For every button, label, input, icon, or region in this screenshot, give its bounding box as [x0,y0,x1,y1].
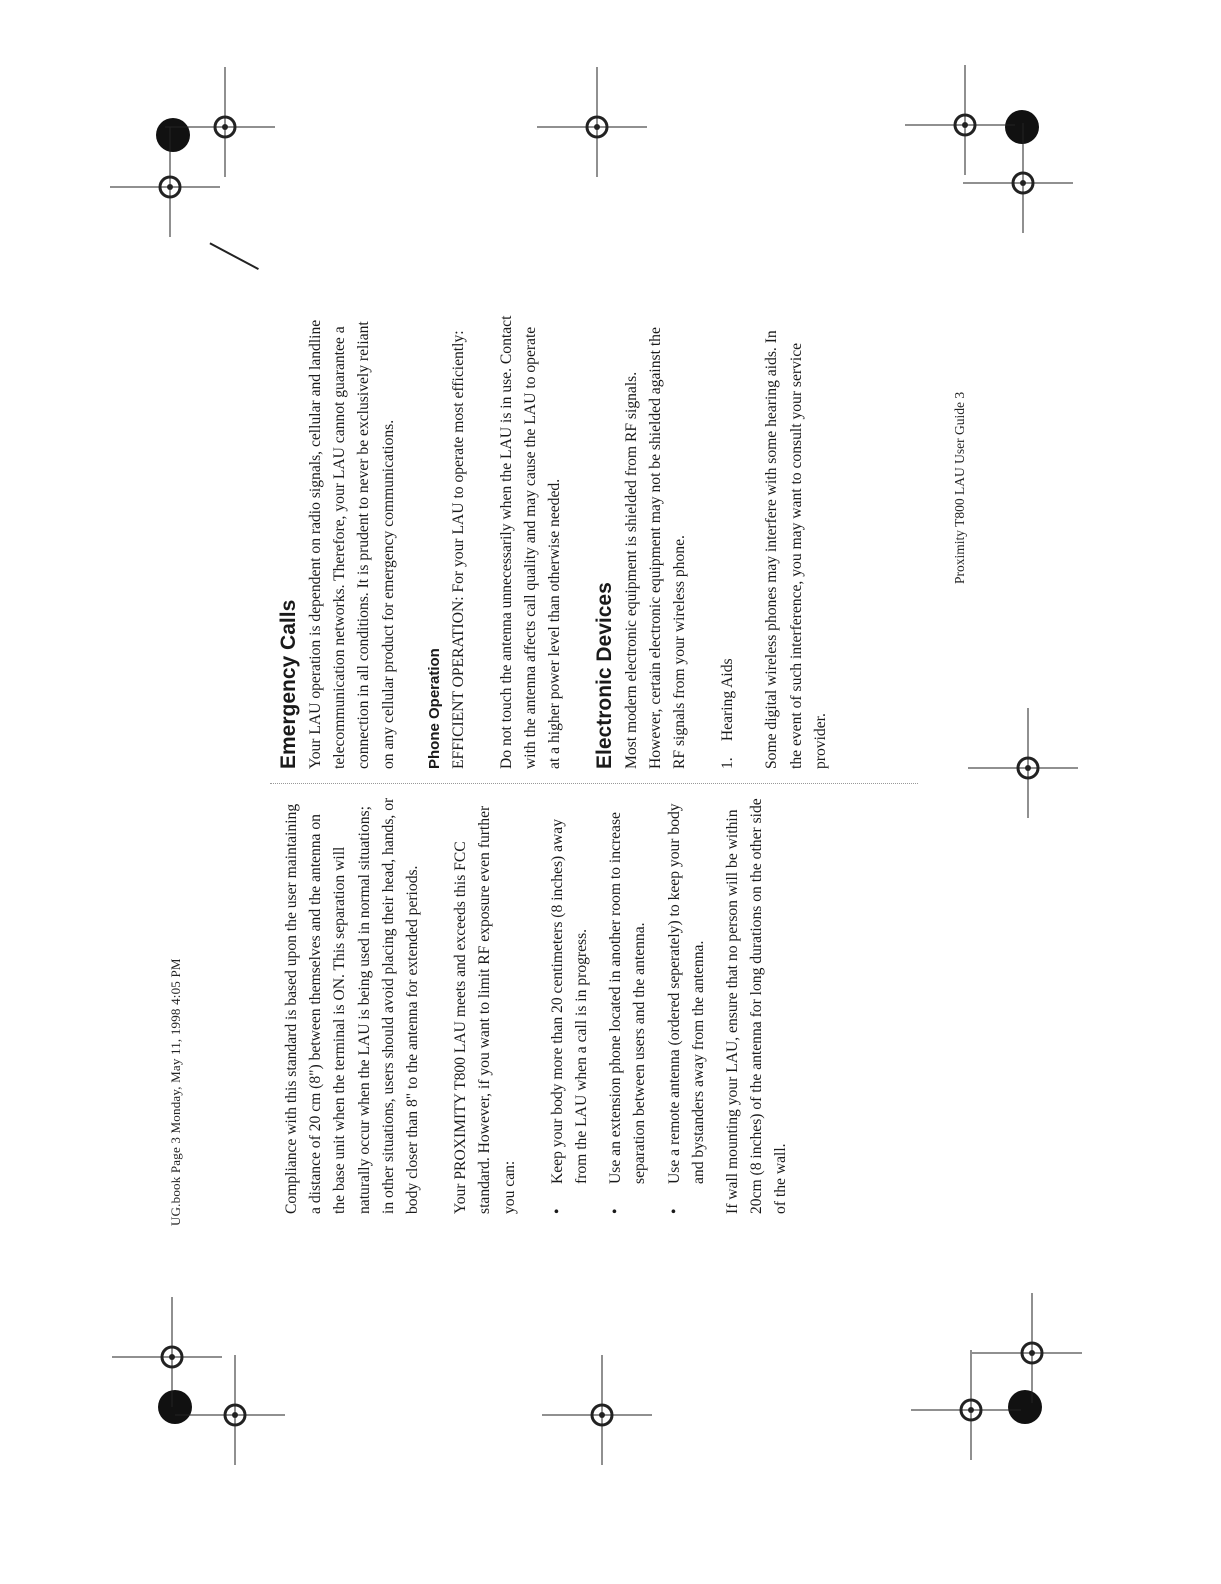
antenna-paragraph: Do not touch the antenna unnecessarily when the LAU is in use. Contact with the antenna affects call quality and may cause the LAU to operate at a higher power level than otherwise needed. [498,315,564,769]
bullet-icon: • [548,1208,566,1214]
list-item-text: Use a remote antenna (ordered seperately) to keep your body and bystanders away from the antenna. [665,803,707,1184]
running-header: UG.book Page 3 Monday, May 11, 1998 4:05 PM [168,958,183,1226]
list-item-text: Use an extension phone located in another room to increase separation between users and the antenna. [607,812,649,1184]
list-item [663,794,711,1214]
electronic-devices-heading: Electronic Devices [592,582,616,769]
list-item-text: Keep your body more than 20 centimeters (8 inches) away from the LAU when a call is in progress. [548,818,591,1184]
phone-operation-paragraph: EFFICIENT OPERATION: For your LAU to operate most efficiently: [449,330,467,769]
list-item [604,794,652,1214]
hearing-aids-item [716,314,740,769]
right-column [276,314,857,769]
item-label: Hearing Aids [719,658,737,742]
emergency-calls-heading: Emergency Calls [277,599,300,769]
hearing-aids-paragraph: Some digital wireless phones may interfere with some hearing aids. In the event of such interference, you may want to consult your service provider. [763,330,829,769]
wall-mount-paragraph: If wall mounting your LAU, ensure that no person will be within 20cm (8 inches) of the antenna for long durations on the other side of the wall. [724,798,790,1214]
list-item [546,794,594,1214]
item-number: 1. [719,757,737,769]
phone-operation-heading: Phone Operation [425,648,443,769]
electronic-devices-paragraph: Most modern electronic equipment is shielded from RF signals. However, certain electronic equipment may not be shielded against the RF signals from your wireless phone. [622,327,689,769]
page-footer: Proximity T800 LAU User Guide 3 [952,391,967,584]
column-divider [270,783,918,784]
bullet-icon: • [607,1208,625,1214]
rf-exposure-list [546,794,711,1214]
emergency-calls-paragraph: Your LAU operation is dependent on radio signals, cellular and landline telecommunication networks. Therefore, your LAU cannot guarantee a connection in all conditions. It is prudent to never be exclusively reliant on any cellular product for emergency communications. [307,319,397,769]
compliance-paragraph: Compliance with this standard is based upon the user maintaining a distance of 20 cm (8") between themselves and the antenna on the base unit when the terminal is ON. This separation will naturally occur when the LAU is being used in normal situations; in other situations, users should avoid placing their head, hands, or body closer than 8" to the antenna for extended periods. [283,797,422,1214]
fcc-paragraph: Your PROXIMITY T800 LAU meets and exceeds this FCC standard. However, if you want to limit RF exposure even further you can: [452,805,518,1214]
bullet-icon: • [665,1208,683,1214]
stray-mark [209,242,259,270]
left-column [280,794,818,1214]
